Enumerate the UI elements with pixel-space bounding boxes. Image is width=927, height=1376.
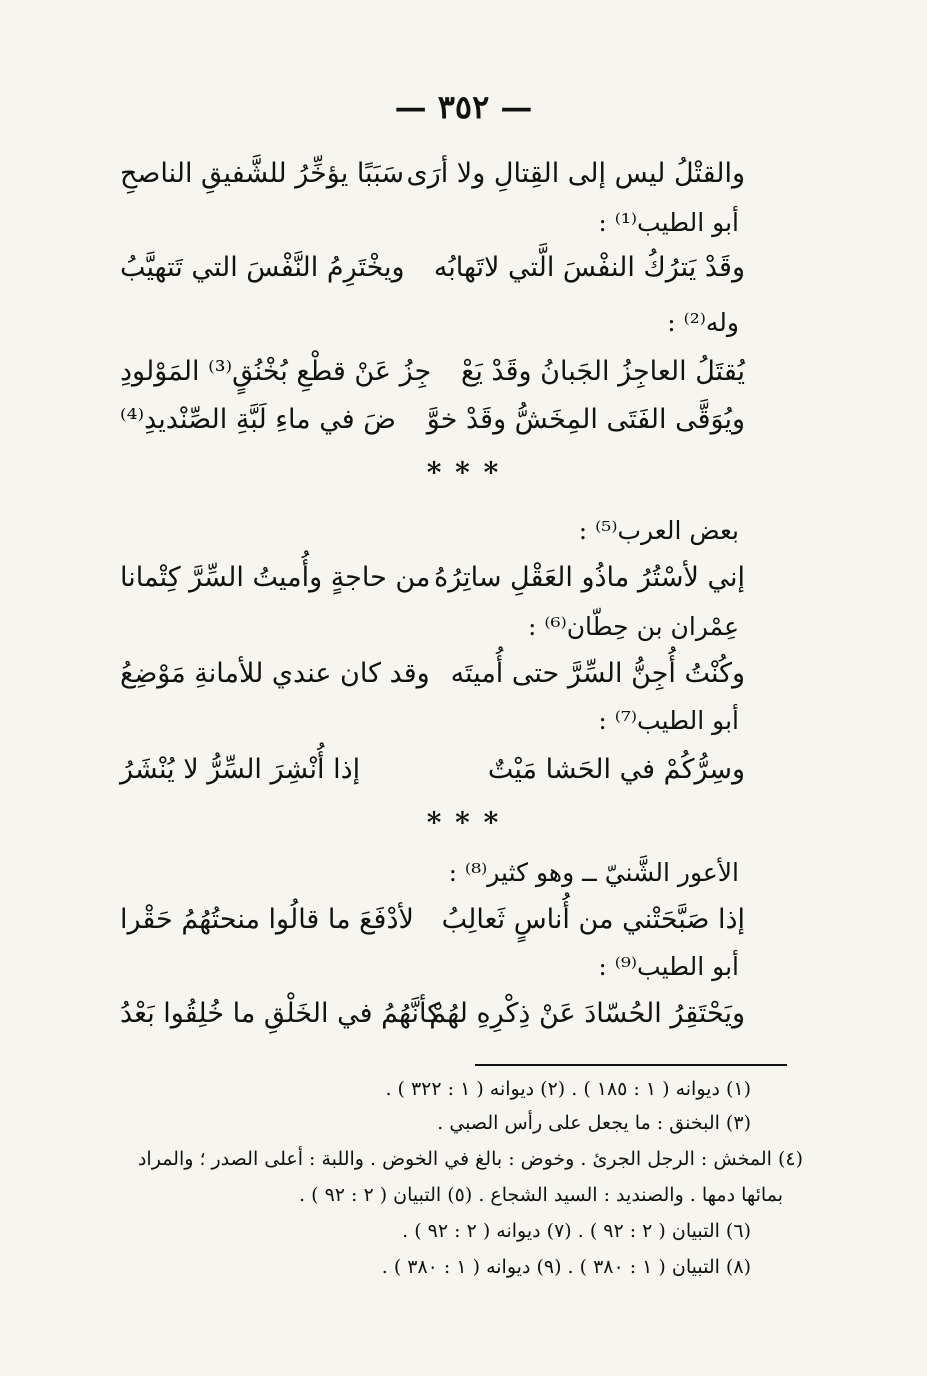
verse-first-hemistich: ويَحْتَقِرُ الحُسّادَ عَنْ ذِكْرِهِ لهُمْ	[429, 998, 745, 1029]
poet-heading: الأعور الشَّنيّ ــ وهو كثير⁽⁸⁾ :	[448, 858, 739, 887]
verse-second-hemistich: ضَ في ماءِ لَبَّةِ الصِّنْديدِ⁽⁴⁾	[120, 404, 396, 435]
verse-first-hemistich: وسِرُّكُمْ في الحَشا مَيْتٌ	[487, 754, 745, 785]
verse-line	[120, 158, 745, 202]
page-number: — ٣٥٢ —	[394, 88, 533, 126]
footnote-line: (٤) المخش : الرجل الجرئ . وخوض : بالغ في الخوض . واللبة : أعلى الصدر ؛ والمراد	[137, 1148, 803, 1170]
verse-first-hemistich: وقَدْ يَترُكُ النفْسَ الَّتي لاتَهابُه	[433, 252, 745, 283]
poet-heading: عِمْران بن حِطّان⁽⁶⁾ :	[528, 612, 739, 641]
footnote-separator	[475, 1064, 787, 1066]
verse-line	[120, 562, 745, 606]
verse-second-hemistich: ويخْتَرِمُ النَّفْسَ التي تَتهيَّبُ	[120, 252, 405, 283]
verse-line	[120, 904, 745, 948]
verse-line	[120, 356, 745, 400]
verse-first-hemistich: إني لأسْتُرُ ماذُو العَقْلِ ساتِرُهُ	[434, 562, 745, 593]
poet-heading: أبو الطيب⁽⁷⁾ :	[598, 706, 739, 735]
verse-first-hemistich: إذا صَبَّحَتْني من أُناسٍ ثَعالِبُ	[441, 904, 745, 935]
verse-second-hemistich: جِزُ عَنْ قطْعِ بُخْنُقٍ⁽³⁾ المَوْلودِ	[120, 356, 432, 387]
section-divider-stars: * * *	[426, 456, 501, 489]
footnote-line: (١) ديوانه ( ١ : ١٨٥ ) . (٢) ديوانه ( ١ : ٣٢٢ ) .	[385, 1078, 751, 1100]
footnote-line: بمائها دمها . والصنديد : السيد الشجاع . (٥) التبيان ( ٢ : ٩٢ ) .	[299, 1184, 783, 1206]
verse-first-hemistich: يُقتَلُ العاجِزُ الجَبانُ وقَدْ يَعْ	[460, 356, 745, 387]
verse-second-hemistich: سَبَبًا يؤخِّرُ للشَّفيقِ الناصحِ	[120, 158, 404, 189]
footnote-line: (٨) التبيان ( ١ : ٣٨٠ ) . (٩) ديوانه ( ١ : ٣٨٠ ) .	[381, 1256, 751, 1278]
verse-line	[120, 754, 745, 798]
verse-line	[120, 998, 745, 1042]
verse-line	[120, 404, 745, 448]
footnote-line: (٣) البخنق : ما يجعل على رأس الصبي .	[437, 1112, 751, 1134]
verse-second-hemistich: إذا أُنْشِرَ السِّرُّ لا يُنْشَرُ	[120, 754, 361, 785]
poet-heading: وله⁽²⁾ :	[667, 308, 739, 337]
poet-heading: أبو الطيب⁽⁹⁾ :	[598, 952, 739, 981]
section-divider-stars: * * *	[426, 806, 501, 839]
verse-second-hemistich: من حاجةٍ وأُميتُ السِّرَّ كِتْمانا	[120, 562, 431, 593]
verse-second-hemistich: كأنَّهُمُ في الخَلْقِ ما خُلِقُوا بَعْدُ	[120, 998, 441, 1029]
verse-first-hemistich: ويُوَقَّى الفَتَى المِخَشُّ وقَدْ خوَّ	[426, 404, 745, 435]
verse-second-hemistich: لأدْفَعَ ما قالُوا منحتُهُمُ حَقْرا	[120, 904, 414, 935]
verse-first-hemistich: وكُنْتُ أُجِنُّ السِّرَّ حتى أُميتَه	[450, 658, 745, 689]
verse-second-hemistich: وقد كان عندي للأمانةِ مَوْضِعُ	[120, 658, 430, 689]
poet-heading: أبو الطيب⁽¹⁾ :	[598, 208, 739, 237]
footnote-line: (٦) التبيان ( ٢ : ٩٢ ) . (٧) ديوانه ( ٢ : ٩٢ ) .	[402, 1220, 751, 1242]
verse-line	[120, 252, 745, 296]
verse-first-hemistich: والقتْلُ ليس إلى القِتالِ ولا أرَى	[406, 158, 745, 189]
verse-line	[120, 658, 745, 702]
poet-heading: بعض العرب⁽⁵⁾ :	[578, 516, 739, 545]
